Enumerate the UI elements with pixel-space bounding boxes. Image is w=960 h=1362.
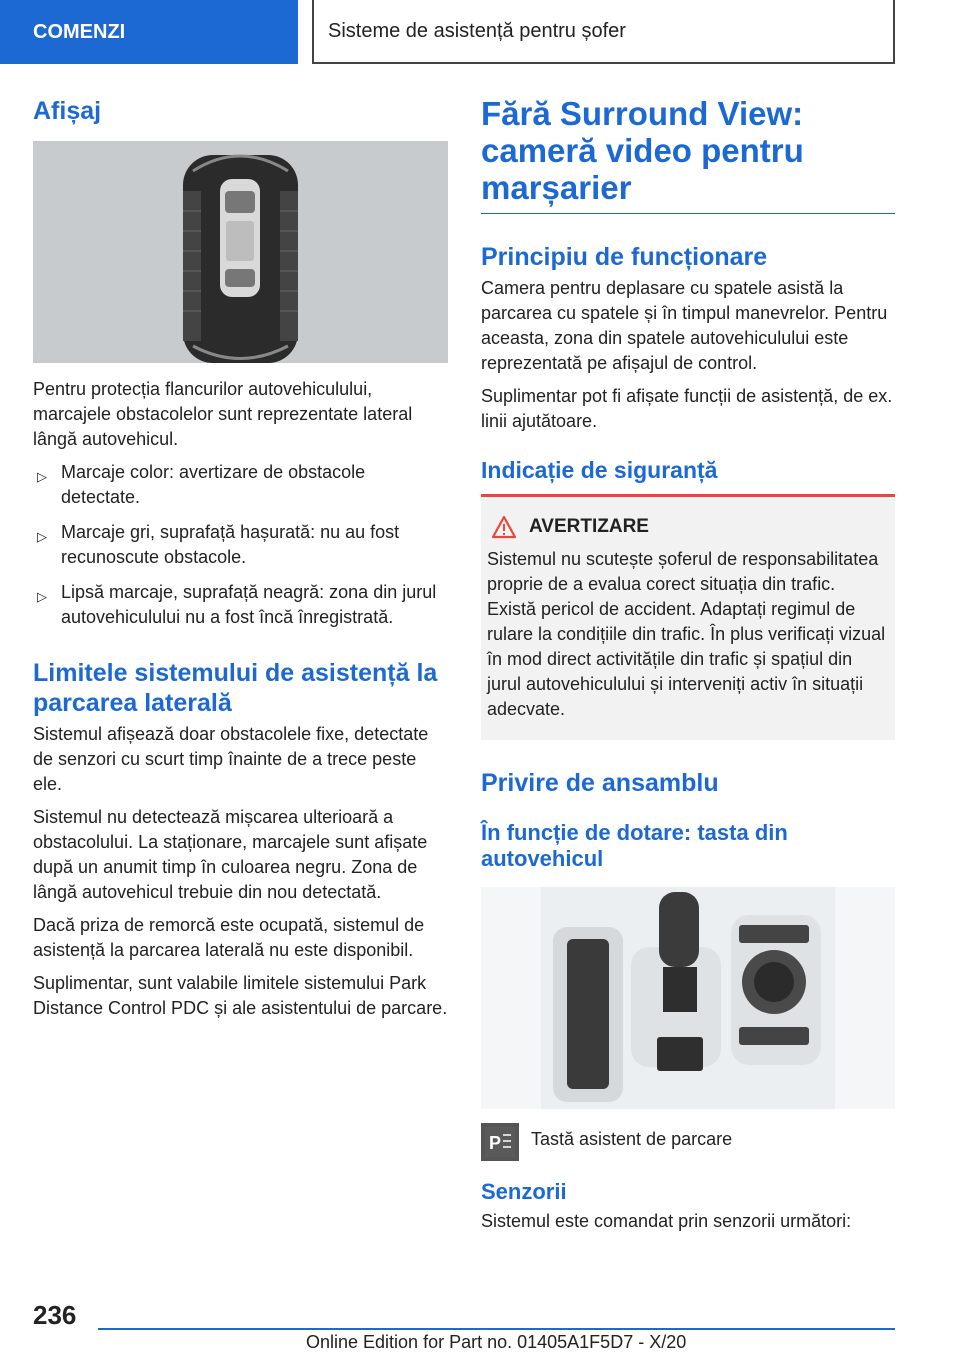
principle-heading: Principiu de funcționare: [481, 242, 768, 271]
limits-heading: Limitele sistemului de asistență la parcarea laterală: [33, 659, 438, 718]
list-item: ▷ Marcaje gri, suprafață hașurată: nu au fost recunoscute obstacole.: [37, 522, 400, 568]
sensors-heading: Senzorii: [481, 1178, 567, 1204]
warning-label: AVERTIZARE: [529, 515, 649, 537]
limits-paragraph: Sistemul afișează doar obstacolele fixe, detectate de senzori cu scurt timp înainte de a trece peste ele.: [33, 724, 429, 795]
marking-list: [33, 460, 448, 630]
sensors-text: Sistemul este comandat prin senzorii următori:: [481, 1211, 852, 1232]
limits-paragraph: Suplimentar, sunt valabile limitele sistemului Park Distance Control PDC și ale asistentului de parcare.: [33, 973, 448, 1019]
chapter-title: Sisteme de asistență pentru șofer: [328, 19, 626, 42]
equipment-heading: În funcție de dotare: tasta din autovehicul: [481, 819, 788, 872]
chapter-title-box: [312, 0, 895, 64]
left-column: [33, 96, 448, 1029]
limits-paragraph: Sistemul nu detectează mișcarea ulterioară a obstacolului. La staționare, marcajele sunt afișate după un anumit timp în culoarea negru. Zona de lângă autovehicul trebuie din nou detectată.: [33, 807, 428, 903]
bullet-triangle-icon: ▷: [37, 589, 47, 605]
right-column: [481, 96, 895, 1242]
principle-paragraph: Camera pentru deplasare cu spatele asistă la parcarea cu spatele și în timpul manevrelor. Pentru aceasta, zona din spatele autovehiculului este reprezentată pe afișajul de control.: [481, 277, 888, 373]
parking-p-icon: [485, 1127, 515, 1157]
section-tab[interactable]: [0, 0, 298, 64]
parking-button-row: [481, 1123, 895, 1161]
warning-box: [481, 494, 895, 740]
display-description: Pentru protecția flancurilor autovehiculului, marcajele obstacolelor sunt reprezentate lateral lângă autovehicul.: [33, 379, 413, 450]
console-illustration: [481, 887, 895, 1109]
list-item: ▷ Marcaje color: avertizare de obstacole detectate.: [37, 462, 366, 508]
warning-header: [487, 515, 889, 539]
display-heading: Afișaj: [33, 97, 102, 125]
parking-assistant-button-icon: [481, 1123, 519, 1161]
list-item: ▷ Lipsă marcaje, suprafață neagră: zona din jurul autovehiculului nu a fost încă înregistrată.: [37, 582, 437, 628]
parking-display-illustration: [33, 141, 448, 363]
section-label: COMENZI: [33, 20, 126, 43]
console-buttons-image: [481, 887, 895, 1109]
warning-text: Sistemul nu scutește șoferul de responsabilitatea proprie de a evalua corect situația din trafic. Există pericol de accident. Adaptați regimul de rulare la condițiile din trafic. În plus verificați vizual în mod direct activitățile din trafic și spațiul din jurul autovehiculului și interveniți activ în situații adecvate.: [487, 548, 886, 719]
safety-heading: Indicație de siguranță: [481, 456, 718, 483]
page-number: 236: [33, 1300, 77, 1330]
warning-triangle-icon: [491, 515, 517, 539]
footer-divider: [98, 1328, 895, 1330]
bullet-triangle-icon: ▷: [37, 529, 47, 545]
overview-heading: Privire de ansamblu: [481, 768, 719, 797]
bullet-triangle-icon: ▷: [37, 469, 47, 485]
principle-paragraph: Suplimentar pot fi afișate funcții de asistență, de ex. linii ajutătoare.: [481, 385, 893, 431]
footer-edition: Online Edition for Part no. 01405A1F5D7 - X/20: [306, 1332, 687, 1352]
svg-text:P: P: [489, 1132, 502, 1153]
section-main-heading: Fără Surround View: cameră video pentru marșarier: [481, 96, 895, 214]
parking-button-caption: Tastă asistent de parcare: [531, 1128, 733, 1149]
limits-paragraph: Dacă priza de remorcă este ocupată, sistemul de asistență la parcarea laterală nu este disponibil.: [33, 915, 425, 961]
parking-display-image: [33, 141, 448, 363]
